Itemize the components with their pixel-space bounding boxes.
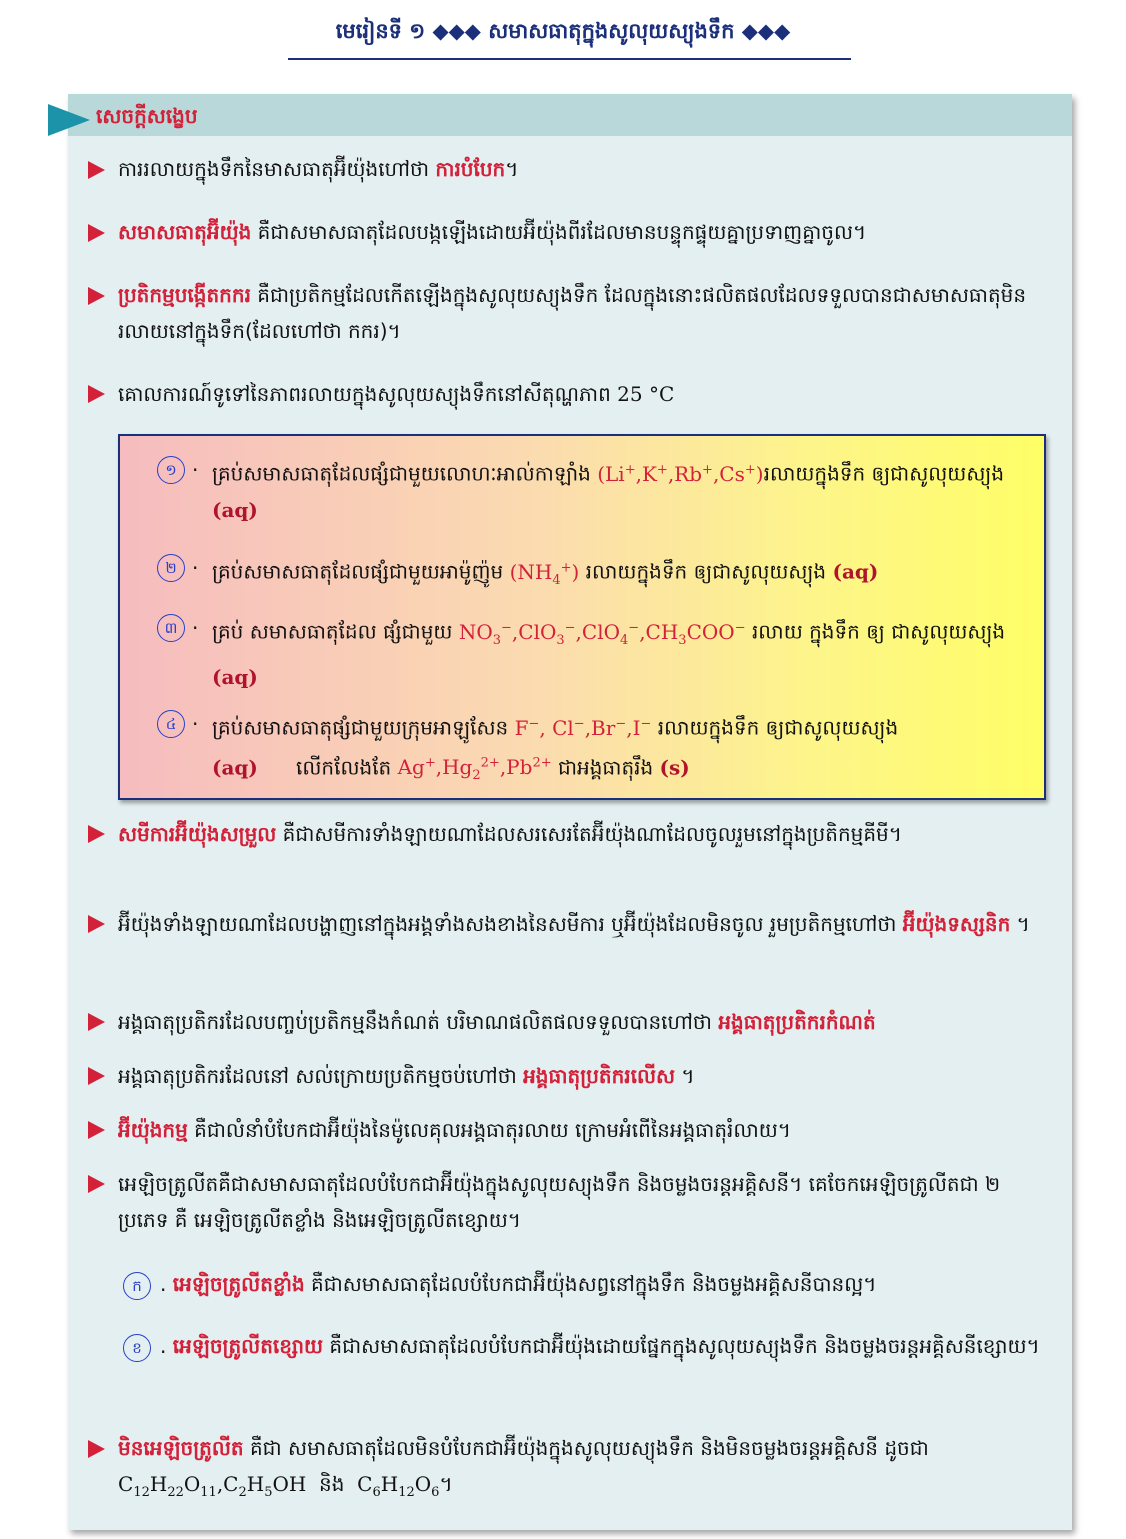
solubility-rules-box: ១ . គ្រប់សមាសធាតុដែលផ្សំជាមួយលោហៈអាល់កាឡាំង (Li+,K+,Rb+,Cs+)រលាយក្នុងទឹក ឲ្យជាសូលុយស្យុង (aq) ២ . គ្រប់សមាសធាតុដែលផ្សំជាមួយអាម៉ូញ៉ូម $(NH_4^+)$ រលាយក្នុងទឹក ឲ្យជាសូលុយស្យុង (aq) ៣ . គ្រប់ សមាសធាតុដែល ផ្សំជាមួយ $NO_3^-,ClO_3^-,ClO_4^-,CH_3COO^-$ រលាយ ក្នុងទឹក ឲ្យ ជាសូលុយស្យុង (aq) ៤ . គ្រប់សមាសធាតុផ្សំជាមួយក្រុមអាឡូសែន F−, Cl−,Br−,I− រលាយក្នុងទឹក ឲ្យជាសូលុយស្យុង (aq) លើកលែងតែ $Ag^+,Hg_2^{2+},Pb^{2+}$ ជាអង្គធាតុរឹង (s) <box>118 434 1046 800</box>
item-solubility-rules <box>118 376 1048 412</box>
item-electrolyte <box>118 1166 1048 1238</box>
item-text: អង្គធាតុប្រតិករដែលបញ្ចប់ប្រតិកម្មនឹងកំណត់ បរិមាណផលិតផលទទួលបានហៅថា <box>118 1010 719 1034</box>
item-text: អង្គធាតុប្រតិករដែលនៅ សល់ក្រោយប្រតិកម្មចប់ហៅថា <box>118 1064 524 1088</box>
bullet-icon <box>88 1067 105 1085</box>
bullet-icon <box>88 1440 105 1458</box>
item-limiting-reagent <box>118 1004 1048 1040</box>
header-arrow-icon <box>48 104 90 136</box>
rule-number: ១ <box>157 456 185 484</box>
summary-header: សេចក្ដីសង្ខេប <box>96 104 198 128</box>
item-excess-reagent <box>118 1058 1048 1094</box>
bullet-icon <box>88 1013 105 1031</box>
rule-text: គ្រប់ សមាសធាតុដែល ផ្សំជាមួយ <box>212 619 459 644</box>
bullet-icon <box>88 224 105 242</box>
item-end: ។ <box>675 1064 695 1088</box>
rule-number: ២ <box>157 554 185 582</box>
rule-aq: (aq) <box>832 559 879 584</box>
item-text: គឺជាសមីការទាំងឡាយណាដែលសរសេរតែអ៊ីយ៉ុងណាដែលចូលរួមនៅក្នុងប្រតិកម្មគីមី។ <box>276 822 902 846</box>
item-end: ។ <box>1010 912 1030 936</box>
item-term: អង្គធាតុប្រតិករកំណត់ <box>718 1010 876 1034</box>
sub-number: ខ <box>123 1334 151 1362</box>
rule-text: រលាយក្នុងទឹក ឲ្យជាសូលុយស្យុង <box>651 715 899 740</box>
rule-aq: (aq) <box>212 664 258 689</box>
rule-ions: $(NH_4^+)$ <box>509 559 580 588</box>
item-precipitation <box>118 277 1048 349</box>
item-text: គឺជាសមាសធាតុដែលបំបែកជាអ៊ីយ៉ុងសព្វនៅក្នុងទឹក និងចម្លងអគ្គិសនីបានល្អ។ <box>304 1272 877 1296</box>
rule-number: ៣ <box>157 614 185 642</box>
item-term: អេឡិចត្រូលីតខ្លាំង <box>172 1272 305 1296</box>
bullet-icon <box>88 385 105 403</box>
rule-ions: $NO_3^-,ClO_3^-,ClO_4^-,CH_3COO^-$ <box>458 619 746 648</box>
summary-header-bar <box>68 94 1072 136</box>
rule-text: លើកលែងតែ <box>257 755 398 780</box>
item-dissociation <box>118 151 1048 187</box>
rule-ions: $Ag^+,Hg_2^{2+},Pb^{2+}$ <box>397 755 552 784</box>
item-end: ។ <box>439 1472 453 1496</box>
sub-number: ក <box>123 1272 151 1300</box>
bullet-icon <box>88 825 105 843</box>
item-term: អ៊ីយ៉ុងកម្ម <box>118 1118 188 1142</box>
bullet-icon <box>88 1121 105 1139</box>
rule-3 <box>212 610 1024 695</box>
item-term: សមីការអ៊ីយ៉ុងសម្រួល <box>118 822 277 846</box>
rule-text: គ្រប់សមាសធាតុដែលផ្សំជាមួយលោហៈអាល់កាឡាំង <box>212 461 598 486</box>
item-term: អេឡិចត្រូលីតខ្សោយ <box>172 1334 324 1358</box>
rule-aq: (aq) <box>212 497 258 522</box>
item-text: គឺជាសមាសធាតុដែលបង្កឡើងដោយអ៊ីយ៉ុងពីរដែលមានបន្ទុកផ្ទុយគ្នាប្រទាញគ្នាចូល។ <box>251 220 867 244</box>
bullet-icon <box>88 915 105 933</box>
formulas: $C_{12}H_{22}O_{11},C_2H_5OH$ <box>118 1472 307 1500</box>
rule-aq: (aq) <box>212 755 258 780</box>
item-text: ការរលាយក្នុងទឹកនៃមាសធាតុអ៊ីយ៉ុងហៅថា <box>118 157 436 181</box>
item-text: គឺជាលំនាំបំបែកជាអ៊ីយ៉ុងនៃម៉ូលេគុលអង្គធាតុរលាយ ក្រោមអំពើនៃអង្គធាតុរំលាយ។ <box>187 1118 791 1142</box>
formula-glucose: $C_6H_{12}O_6$ <box>357 1472 440 1500</box>
rule-text: រលាយក្នុងទឹក ឲ្យជាសូលុយស្យុង <box>763 461 1005 486</box>
item-term: ប្រតិកម្មបង្កើតកករ <box>118 283 251 307</box>
rule-text: គ្រប់សមាសធាតុដែលផ្សំជាមួយអាម៉ូញ៉ូម <box>212 559 510 584</box>
item-nonelectrolyte <box>118 1430 1048 1511</box>
bullet-icon <box>88 1175 105 1193</box>
rule-text: ជាអង្គធាតុរឹង <box>551 755 660 780</box>
page-title: មេរៀនទី ១ ◆◆◆ សមាសធាតុក្នុងសូលុយស្យុងទឹក ◆◆◆ <box>335 19 791 43</box>
rule-text: រលាយ ក្នុងទឹក ឲ្យ ជាសូលុយស្យុង <box>745 619 1006 644</box>
item-term: អ៊ីយ៉ុងទស្សនិក <box>902 912 1011 936</box>
item-end: ។ <box>505 157 519 181</box>
rule-2 <box>212 550 1024 599</box>
temperature: 25 °C <box>617 382 675 406</box>
rule-number: ៤ <box>157 710 185 738</box>
item-text: អ៊ីយ៉ុងទាំងឡាយណាដែលបង្ហាញនៅក្នុងអង្គទាំងសងខាងនៃសមីការ ឬអ៊ីយ៉ុងដែលមិនចូល រួមប្រតិកម្មហៅថា <box>118 912 903 936</box>
item-spectator-ion <box>118 906 1048 942</box>
item-ionic-compound <box>118 214 1048 250</box>
item-text: គឺជា សមាសធាតុដែលមិនបំបែកជាអ៊ីយ៉ុងក្នុងសូលុយស្យុងទឹក និងមិនចម្លងចរន្តអគ្គិសនី ដូចជា <box>243 1436 929 1460</box>
sub-weak-electrolyte: . អេឡិចត្រូលីតខ្សោយ គឺជាសមាសធាតុដែលបំបែកជាអ៊ីយ៉ុងដោយផ្នែកក្នុងសូលុយស្យុងទឹក និងចម្លងចរន្តអគ្គិសនីខ្សោយ។ <box>160 1334 1040 1358</box>
item-term: ការបំបែក <box>435 157 506 181</box>
item-term: សមាសធាតុអ៊ីយ៉ុង <box>118 220 252 244</box>
item-term: អង្គធាតុប្រតិករលើស <box>523 1064 676 1088</box>
bullet-icon <box>88 161 105 179</box>
bullet-icon <box>88 287 105 305</box>
rule-text: គ្រប់សមាសធាតុផ្សំជាមួយក្រុមអាឡូសែន <box>212 715 515 740</box>
item-text: អេឡិចត្រូលីតគឺជាសមាសធាតុដែលបំបែកជាអ៊ីយ៉ុងក្នុងសូលុយស្យុងទឹក និងចម្លងចរន្តអគ្គិសនី។ គេចែកអេឡិចត្រូលីតជា ២ ប្រភេទ គឺ អេឡិចត្រូលីតខ្លាំង និងអេឡិចត្រូលីតខ្សោយ។ <box>118 1172 1001 1232</box>
item-term: មិនអេឡិចត្រូលីត <box>118 1436 244 1460</box>
item-text: គឺជាប្រតិកម្មដែលកើតឡើងក្នុងសូលុយស្យុងទឹក ដែលក្នុងនោះផលិតផលដែលទទួលបានជាសមាសធាតុមិនរលាយនៅក្នុងទឹក(ដែលហៅថា កករ)។ <box>118 283 1027 343</box>
title-underline <box>288 58 851 60</box>
rule-ions: (Li+,K+,Rb+,Cs+) <box>597 461 764 486</box>
item-net-ionic-equation <box>118 816 1048 852</box>
sub-strong-electrolyte: . អេឡិចត្រូលីតខ្លាំង គឺជាសមាសធាតុដែលបំបែកជាអ៊ីយ៉ុងសព្វនៅក្នុងទឹក និងចម្លងអគ្គិសនីបានល្អ។ <box>160 1272 877 1296</box>
rule-1 <box>212 452 1024 528</box>
item-ionization <box>118 1112 1048 1148</box>
rule-ions: F−, Cl−,Br−,I− <box>514 715 652 740</box>
item-text: គោលការណ៍ទូទៅនៃភាពរលាយក្នុងសូលុយស្យុងទឹកនៅសីតុណ្ហភាព <box>118 382 618 406</box>
item-text: និង <box>306 1472 358 1496</box>
rule-text: រលាយក្នុងទឹក ឲ្យជាសូលុយស្យុង <box>579 559 833 584</box>
item-text: គឺជាសមាសធាតុដែលបំបែកជាអ៊ីយ៉ុងដោយផ្នែកក្នុងសូលុយស្យុងទឹក និងចម្លងចរន្តអគ្គិសនីខ្សោយ។ <box>323 1334 1040 1358</box>
rule-solid: (s) <box>659 755 690 780</box>
rule-4 <box>212 706 1024 794</box>
